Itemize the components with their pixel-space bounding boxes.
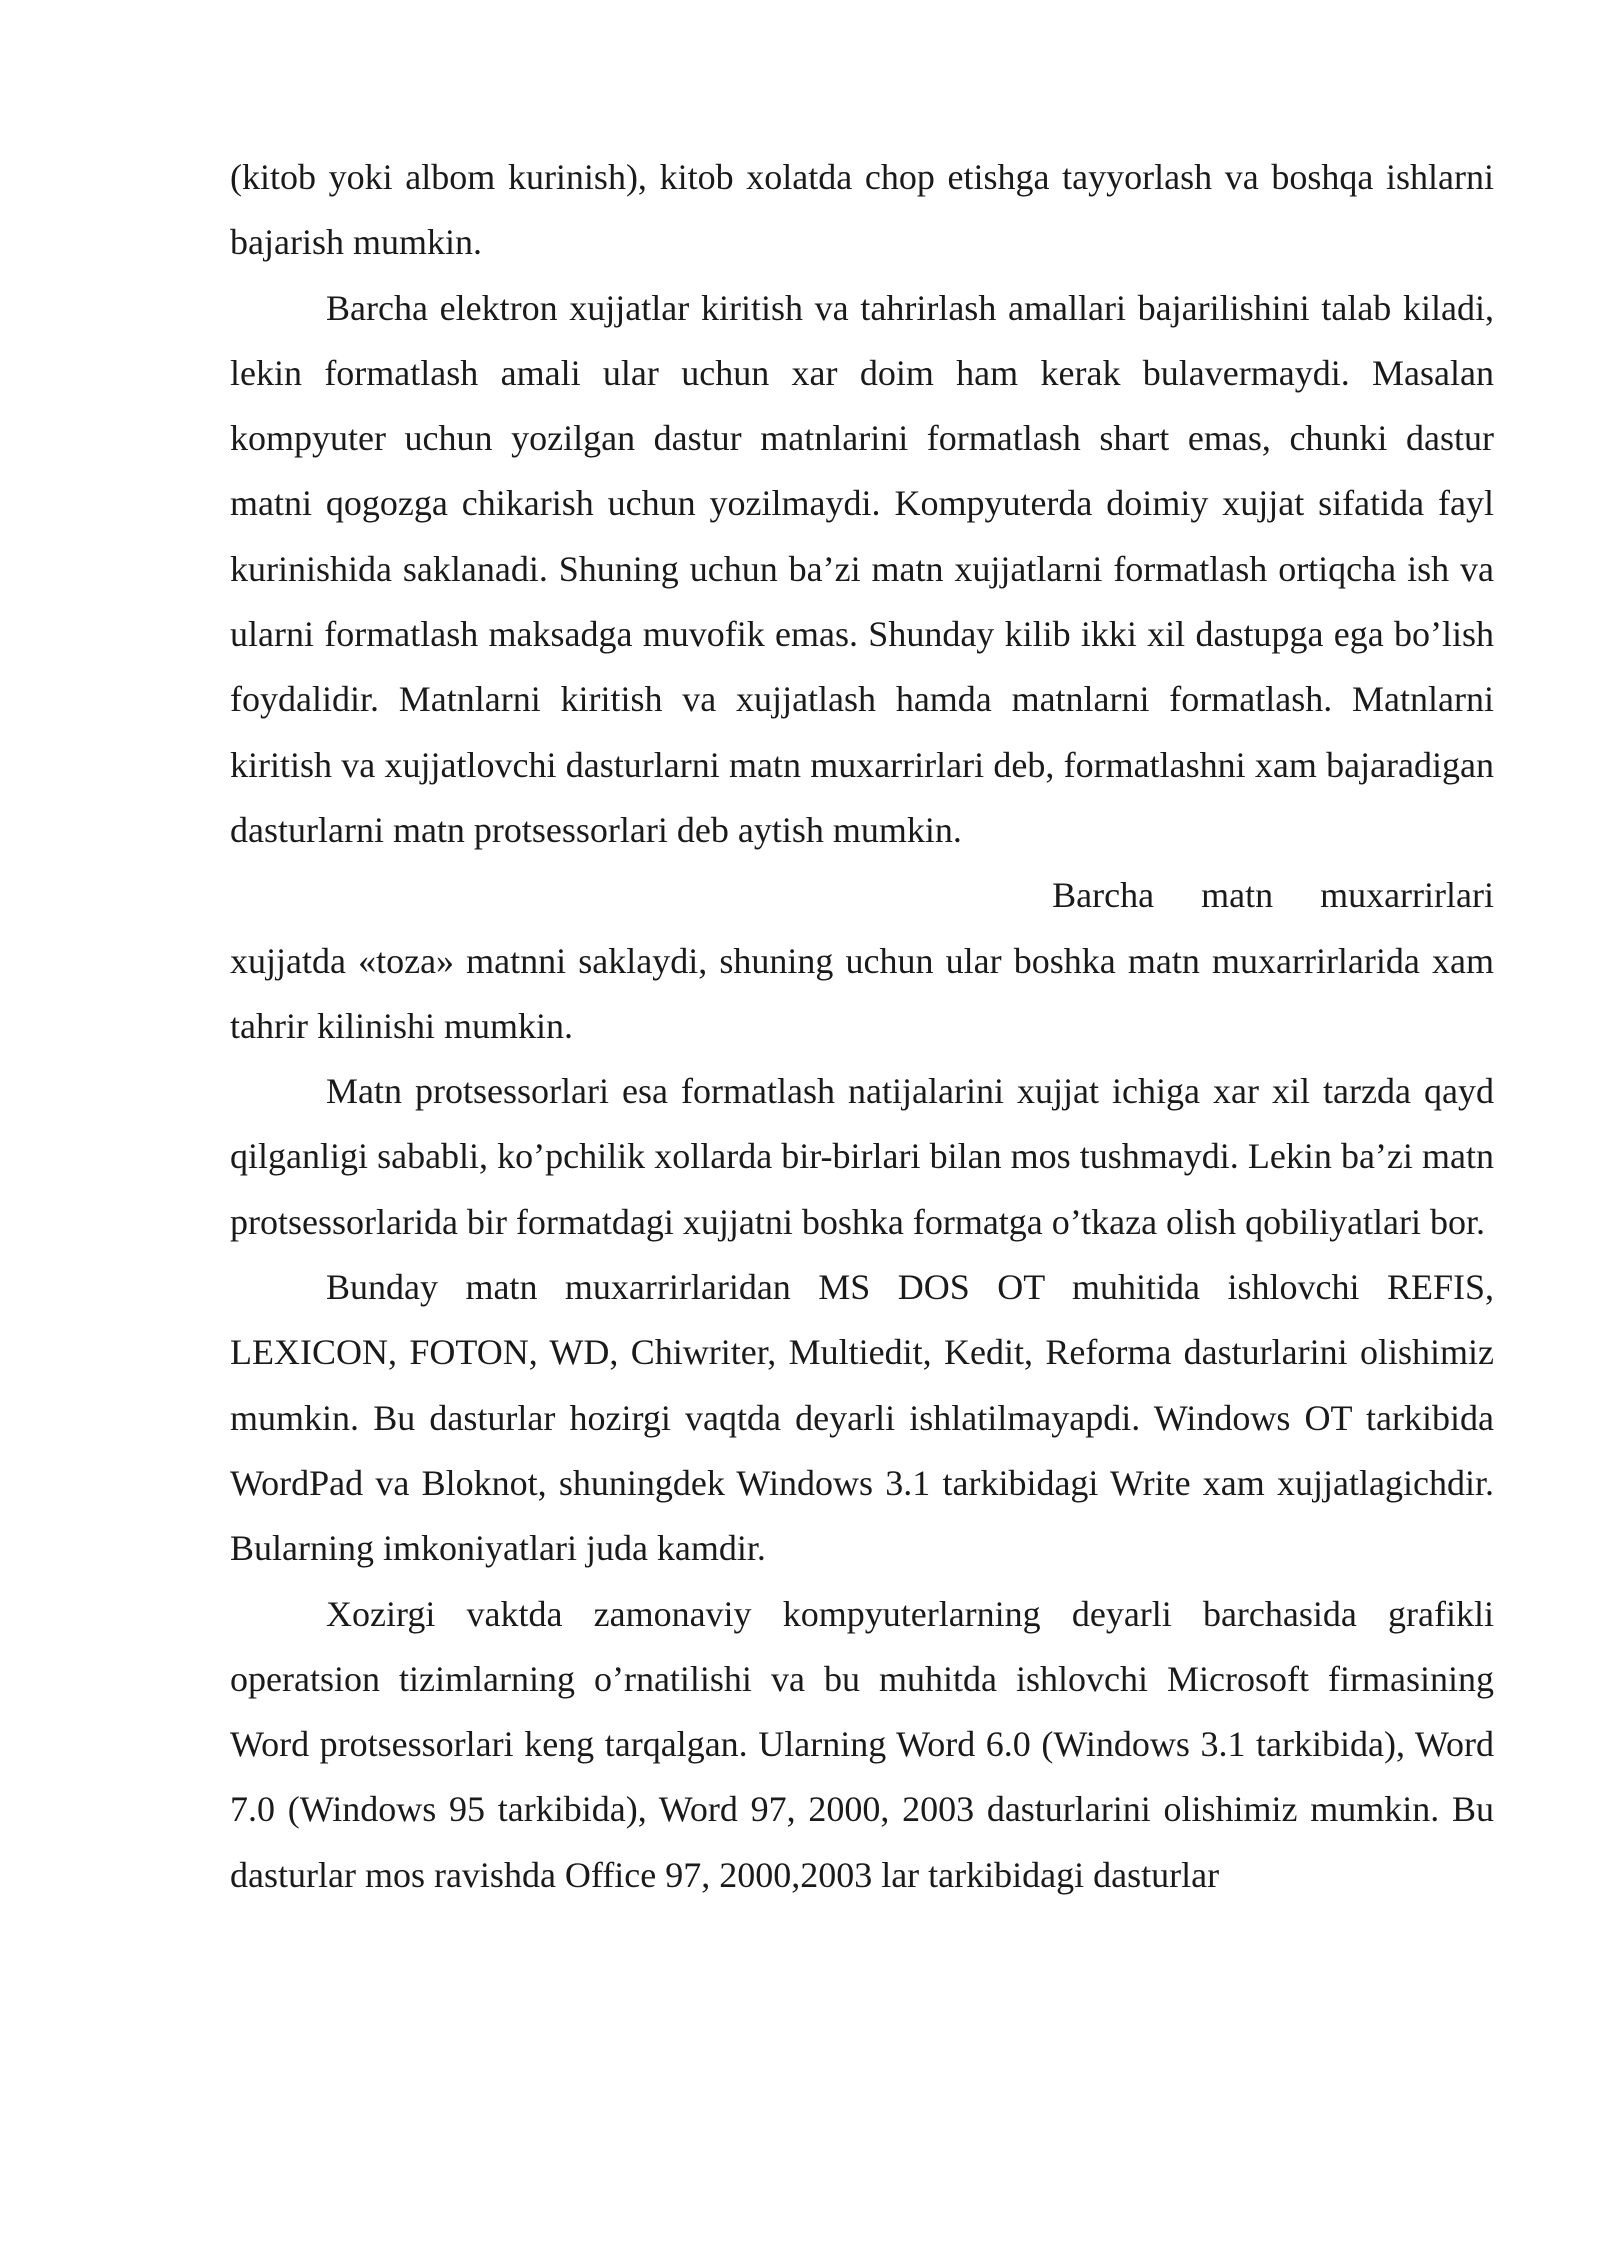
paragraph-text-processors: Matn protsessorlari esa formatlash natijalarini xujjat ichiga xar xil tarzda qayd qilganligi sababli, ko’pchilik xollarda bir-birlari bilan mos tushmaydi. Lekin ba’zi matn protsessorlarida bir formatdagi xujjatni boshka formatga o’tkaza olish qobiliyatlari bor. bbox=[230, 1071, 1494, 1242]
paragraph-dos-editors: Bunday matn muxarrirlaridan MS DOS OT muhitida ishlovchi REFIS, LEXICON, FOTON, WD, Chiwriter, Multiedit, Kedit, Reforma dasturlarini olishimiz mumkin. Bu dasturlar hozirgi vaqtda deyarli ishlatilmayapdi. Windows OT tarkibida WordPad va Bloknot, shuningdek Windows 3.1 tarkibidagi Write xam xujjatlagichdir. Bularning imkoniyatlari juda kamdir. bbox=[230, 1267, 1494, 1569]
paragraph-continuation: (kitob yoki albom kurinish), kitob xolatda chop etishga tayyorlash va boshqa ishlarni bajarish mumkin. bbox=[230, 157, 1494, 263]
paragraph-clean-text: xujjatda «toza» matnni saklaydi, shuning uchun ular boshka matn muxarrirlarida xam tahrir kilinishi mumkin. bbox=[230, 940, 1494, 1046]
document-body bbox=[230, 145, 1494, 1908]
paragraph-electronic-documents: Barcha elektron xujjatlar kiritish va tahrirlash amallari bajarilishini talab kiladi, lekin formatlash amali ular uchun xar doim ham kerak bulavermaydi. Masalan kompyuter uchun yozilgan dastur matnlarini formatlash shart emas, chunki dastur matni qogozga chikarish uchun yozilmaydi. Kompyuterda doimiy xujjat sifatida fayl kurinishida saklanadi. Shuning uchun ba’zi matn xujjatlarni formatlash ortiqcha ish va ularni formatlash maksadga muvofik emas. Shunday kilib ikki xil dastupga ega bo’lish foydalidir. Matnlarni kiritish va xujjatlash hamda matnlarni formatlash. Matnlarni kiritish va xujjatlovchi dasturlarni matn muxarrirlari deb, formatlashni xam bajaradigan dasturlarni matn protsessorlari deb aytish mumkin. bbox=[230, 287, 1494, 850]
paragraph-text-editors-heading-line: Barcha matn muxarrirlari bbox=[1052, 875, 1494, 916]
paragraph-modern-word: Xozirgi vaktda zamonaviy kompyuterlarning deyarli barchasida grafikli operatsion tizimlarning o’rnatilishi va bu muhitda ishlovchi Microsoft firmasining Word protsessorlari keng tarqalgan. Ularning Word 6.0 (Windows 3.1 tarkibida), Word 7.0 (Windows 95 tarkibida), Word 97, 2000, 2003 dasturlarini olishimiz mumkin. Bu dasturlar mos ravishda Office 97, 2000,2003 lar tarkibidagi dasturlar bbox=[230, 1593, 1494, 1895]
